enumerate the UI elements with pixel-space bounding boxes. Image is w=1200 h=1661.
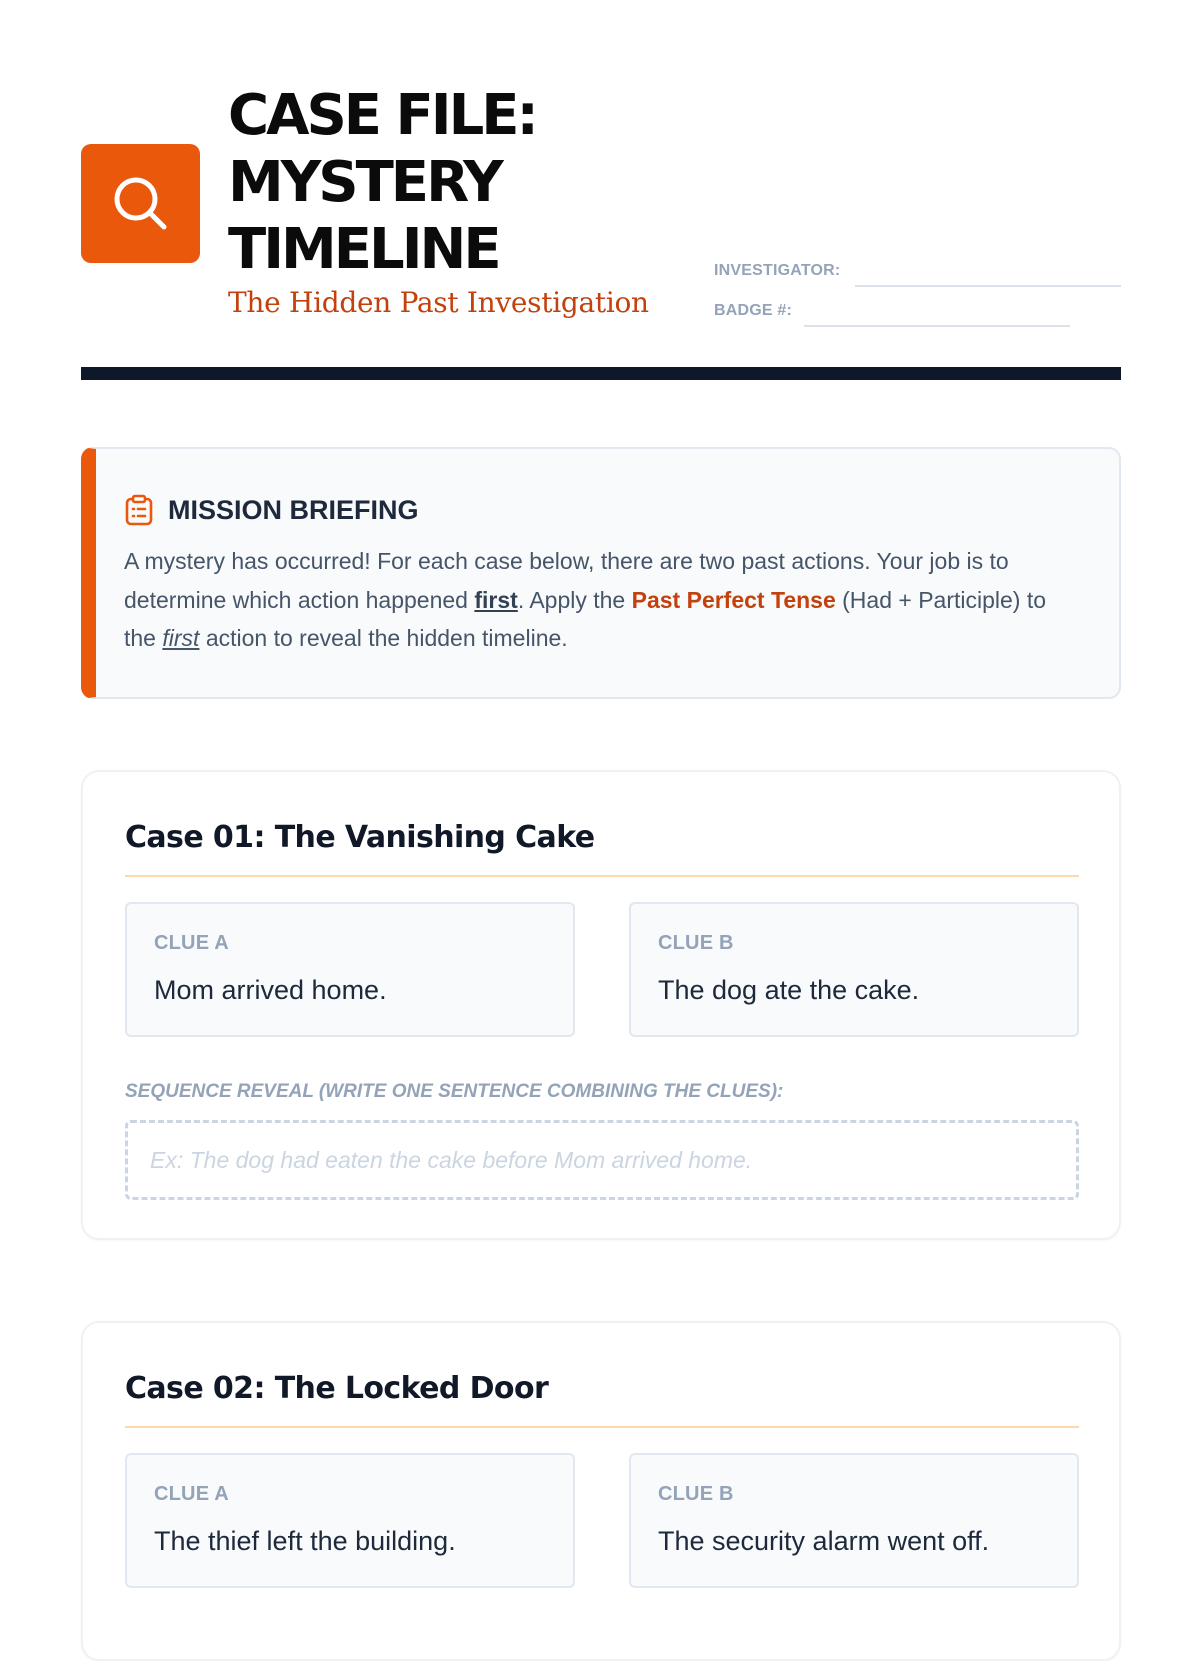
case-title: Case 02: The Locked Door [125,1371,549,1406]
badge-number-field[interactable] [804,325,1070,327]
badge-label: BADGE #: [714,302,793,319]
title-line-3: TIMELINE [228,217,499,282]
clue-a-card [125,902,575,1037]
keyword-first: first [474,586,518,613]
clue-b-text: The dog ate the cake. [658,975,920,1005]
case-divider [125,875,1079,877]
briefing-title: MISSION BRIEFING [168,494,419,525]
page-subtitle: The Hidden Past Investigation [228,286,649,319]
mission-briefing [81,447,1121,699]
sequence-reveal-label: SEQUENCE REVEAL (WRITE ONE SENTENCE COMBINING THE CLUES): [125,1081,784,1102]
clipboard-icon [124,494,154,526]
case-divider [125,1426,1079,1428]
tense-highlight: Past Perfect Tense [631,586,836,613]
logo-badge [81,144,200,263]
clue-a-label: CLUE A [154,932,229,954]
header-divider [81,367,1121,380]
case-file-header [81,0,1121,381]
title-line-1: CASE FILE: [228,83,536,148]
clue-b-text: The security alarm went off. [658,1526,990,1556]
clue-a-text: Mom arrived home. [154,975,387,1005]
clue-b-label: CLUE B [658,1483,734,1505]
case-card-01 [81,770,1121,1240]
investigator-label: INVESTIGATOR: [714,262,841,279]
title-line-2: MYSTERY [228,150,501,215]
emphasis-first: first [162,625,200,651]
case-title: Case 01: The Vanishing Cake [125,820,595,855]
briefing-header [124,494,419,526]
clue-b-card [629,1453,1079,1588]
clue-a-label: CLUE A [154,1483,229,1505]
clue-b-label: CLUE B [658,932,734,954]
clue-b-card [629,902,1079,1037]
clue-a-card [125,1453,575,1588]
case-card-02 [81,1321,1121,1661]
page-title [228,82,588,283]
investigator-field[interactable] [855,285,1121,287]
sequence-reveal-input[interactable] [125,1120,1079,1200]
clue-a-text: The thief left the building. [154,1526,456,1556]
briefing-text: A mystery has occurred! For each case below, there are two past actions. Your job is to determine which action happened first. Apply the Past Perfect Tense (Had + Participle) to the first action to reveal the hidden timeline. [124,548,1047,651]
search-icon [111,174,171,234]
